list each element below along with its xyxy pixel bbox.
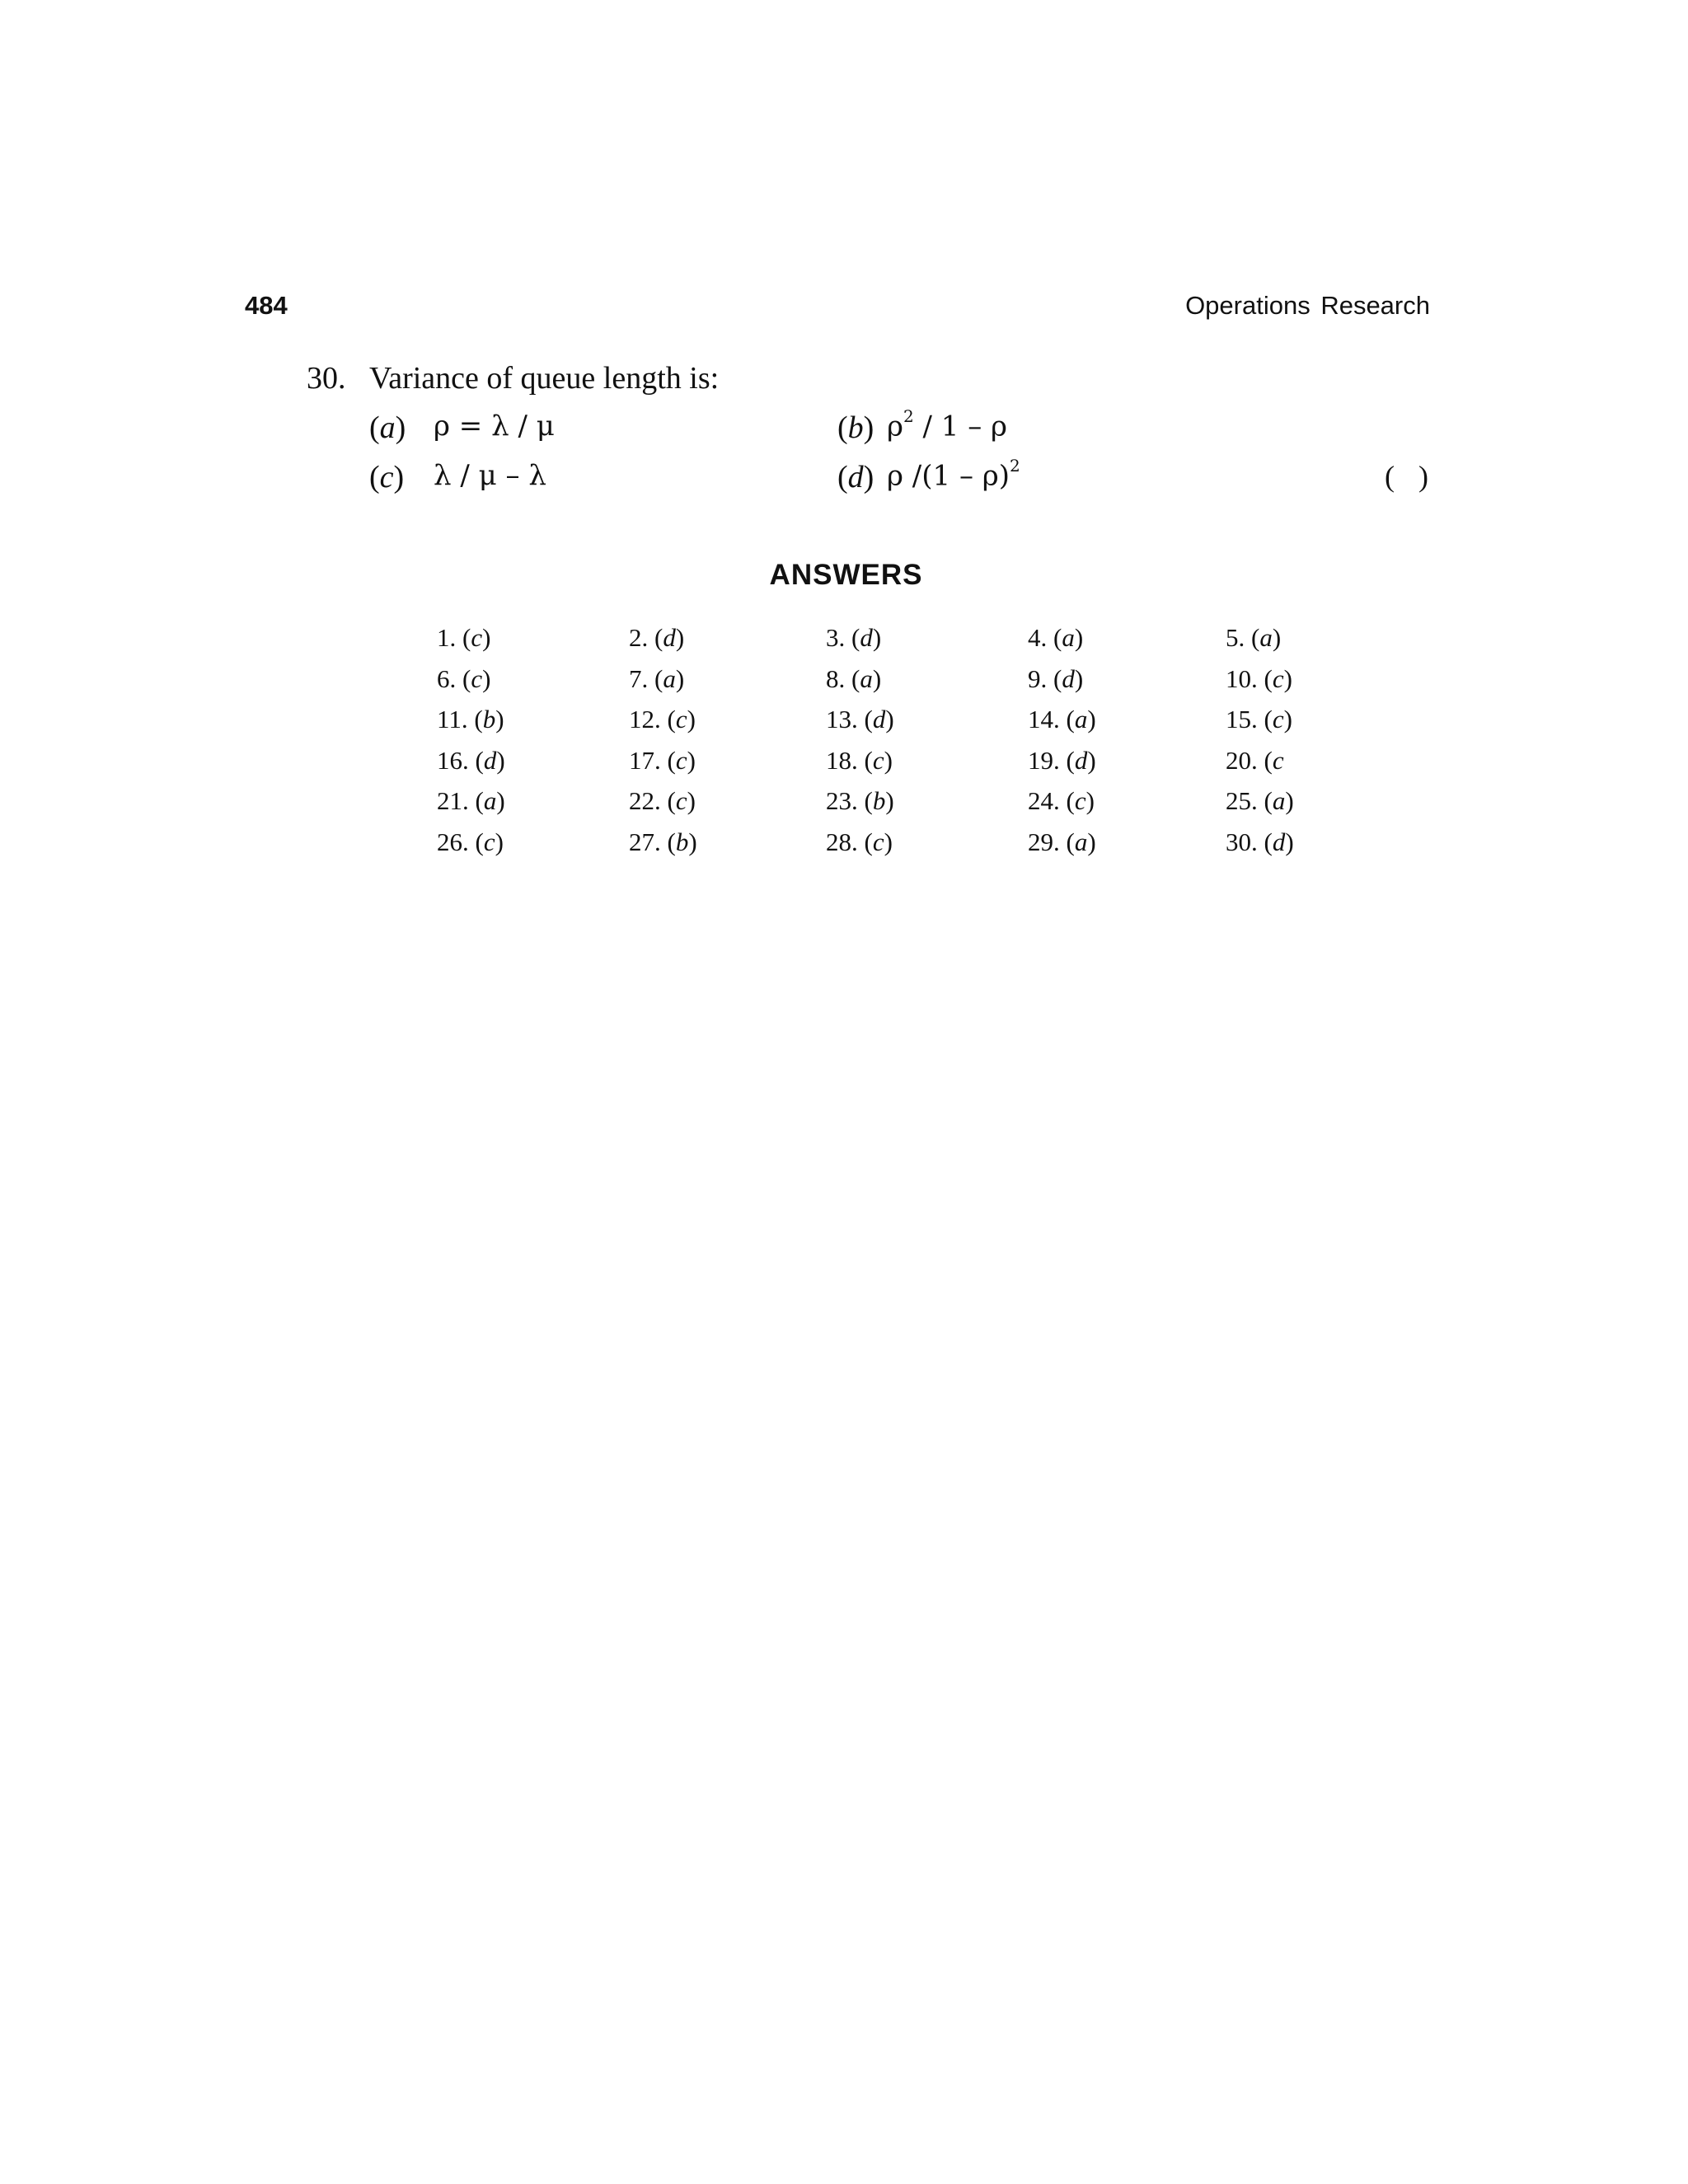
- option-a: [369, 410, 555, 446]
- answer-item: 24. (c): [1028, 786, 1095, 815]
- answer-number: 4.: [1028, 623, 1048, 652]
- answer-letter: a: [1259, 623, 1273, 652]
- answer-number: 28.: [826, 827, 858, 856]
- answers-heading: ANSWERS: [769, 559, 923, 591]
- answer-item: 9. (d): [1028, 664, 1084, 693]
- running-header-title: Operations Research: [1185, 291, 1430, 320]
- option-label: (d): [837, 460, 874, 494]
- answer-number: 29.: [1028, 827, 1060, 856]
- answer-letter: c: [1272, 705, 1284, 733]
- answer-item: 4. (a): [1028, 623, 1084, 652]
- answer-number: 23.: [826, 786, 858, 815]
- answer-letter: a: [1074, 827, 1088, 856]
- option-expression: $\rho^2 / 1$ – ρ: [887, 406, 1008, 443]
- answer-item: 30. (d): [1226, 827, 1294, 856]
- option-label: (c): [369, 460, 405, 494]
- question-number: 30.: [307, 361, 346, 396]
- answer-number: 26.: [437, 827, 469, 856]
- answer-item: 10. (c): [1226, 664, 1292, 693]
- answer-letter: a: [1272, 786, 1286, 815]
- answer-number: 10.: [1226, 664, 1258, 693]
- answer-item: 27. (b): [629, 827, 697, 856]
- answer-number: 11.: [437, 705, 468, 733]
- answer-item: 23. (b): [826, 786, 894, 815]
- answer-letter: c: [675, 746, 687, 775]
- answer-letter: a: [663, 664, 676, 693]
- question-text: Variance of queue length is:: [369, 361, 720, 396]
- option-expression: λ / μ – λ: [434, 459, 546, 492]
- answer-number: 27.: [629, 827, 661, 856]
- option-label: (b): [837, 410, 874, 445]
- option-b: [837, 406, 1008, 446]
- answer-item: 6. (c): [437, 664, 491, 693]
- answer-letter: a: [1062, 623, 1075, 652]
- page-number: 484: [245, 291, 288, 320]
- option-expression: ρ = λ / μ: [434, 410, 555, 443]
- answer-letter: d: [1074, 746, 1088, 775]
- answer-item: 14. (a): [1028, 705, 1096, 733]
- answer-letter: c: [675, 786, 687, 815]
- answer-number: 22.: [629, 786, 661, 815]
- answer-letter: c: [1272, 746, 1284, 775]
- option-c: [369, 459, 546, 495]
- answer-item: 17. (c): [629, 746, 696, 775]
- answer-item: 5. (a): [1226, 623, 1282, 652]
- answer-item: 11. (b): [437, 705, 504, 733]
- answer-blank: ( ): [1385, 460, 1428, 493]
- answer-letter: b: [872, 786, 886, 815]
- answer-letter: c: [1272, 664, 1284, 693]
- answer-letter: d: [483, 746, 497, 775]
- answer-item: 28. (c): [826, 827, 893, 856]
- answer-letter: a: [1074, 705, 1088, 733]
- answer-number: 17.: [629, 746, 661, 775]
- answer-number: 15.: [1226, 705, 1258, 733]
- answer-letter: c: [675, 705, 687, 733]
- answer-letter: d: [1272, 827, 1286, 856]
- answer-number: 9.: [1028, 664, 1048, 693]
- answer-letter: a: [483, 786, 497, 815]
- answer-number: 1.: [437, 623, 457, 652]
- answer-number: 19.: [1028, 746, 1060, 775]
- answer-number: 24.: [1028, 786, 1060, 815]
- answer-item: 7. (a): [629, 664, 685, 693]
- answer-item: 29. (a): [1028, 827, 1096, 856]
- option-expression: ρ /(1 – ρ)$^2$: [887, 456, 1020, 493]
- answer-item: 3. (d): [826, 623, 882, 652]
- answer-item: 25. (a): [1226, 786, 1294, 815]
- answer-number: 20.: [1226, 746, 1258, 775]
- answer-number: 18.: [826, 746, 858, 775]
- answer-item: 12. (c): [629, 705, 696, 733]
- answer-number: 6.: [437, 664, 457, 693]
- answer-letter: d: [872, 705, 886, 733]
- answer-number: 30.: [1226, 827, 1258, 856]
- answer-letter: c: [1074, 786, 1086, 815]
- answer-letter: c: [483, 827, 495, 856]
- answer-letter: c: [872, 746, 884, 775]
- answer-number: 16.: [437, 746, 469, 775]
- answer-item: 20. (c: [1226, 746, 1284, 775]
- answer-letter: d: [1062, 664, 1075, 693]
- answer-number: 8.: [826, 664, 846, 693]
- option-label: (a): [369, 410, 406, 445]
- answer-number: 25.: [1226, 786, 1258, 815]
- answer-item: 15. (c): [1226, 705, 1292, 733]
- option-d: [837, 456, 1020, 495]
- answer-number: 7.: [629, 664, 649, 693]
- answer-item: 1. (c): [437, 623, 491, 652]
- answer-letter: b: [675, 827, 689, 856]
- answer-number: 12.: [629, 705, 661, 733]
- answer-letter: c: [872, 827, 884, 856]
- answer-number: 2.: [629, 623, 649, 652]
- answer-number: 14.: [1028, 705, 1060, 733]
- answer-item: 26. (c): [437, 827, 504, 856]
- answer-item: 22. (c): [629, 786, 696, 815]
- answer-letter: c: [471, 664, 483, 693]
- answer-number: 5.: [1226, 623, 1245, 652]
- answer-item: 13. (d): [826, 705, 894, 733]
- answer-item: 8. (a): [826, 664, 882, 693]
- answer-letter: a: [860, 664, 873, 693]
- answer-item: 2. (d): [629, 623, 685, 652]
- answer-item: 19. (d): [1028, 746, 1096, 775]
- answer-letter: d: [860, 623, 873, 652]
- answer-item: 18. (c): [826, 746, 893, 775]
- answer-item: 16. (d): [437, 746, 505, 775]
- answer-number: 21.: [437, 786, 469, 815]
- answer-number: 13.: [826, 705, 858, 733]
- answer-letter: b: [482, 705, 496, 733]
- answer-item: 21. (a): [437, 786, 505, 815]
- answer-letter: d: [663, 623, 676, 652]
- answer-letter: c: [471, 623, 483, 652]
- answer-number: 3.: [826, 623, 846, 652]
